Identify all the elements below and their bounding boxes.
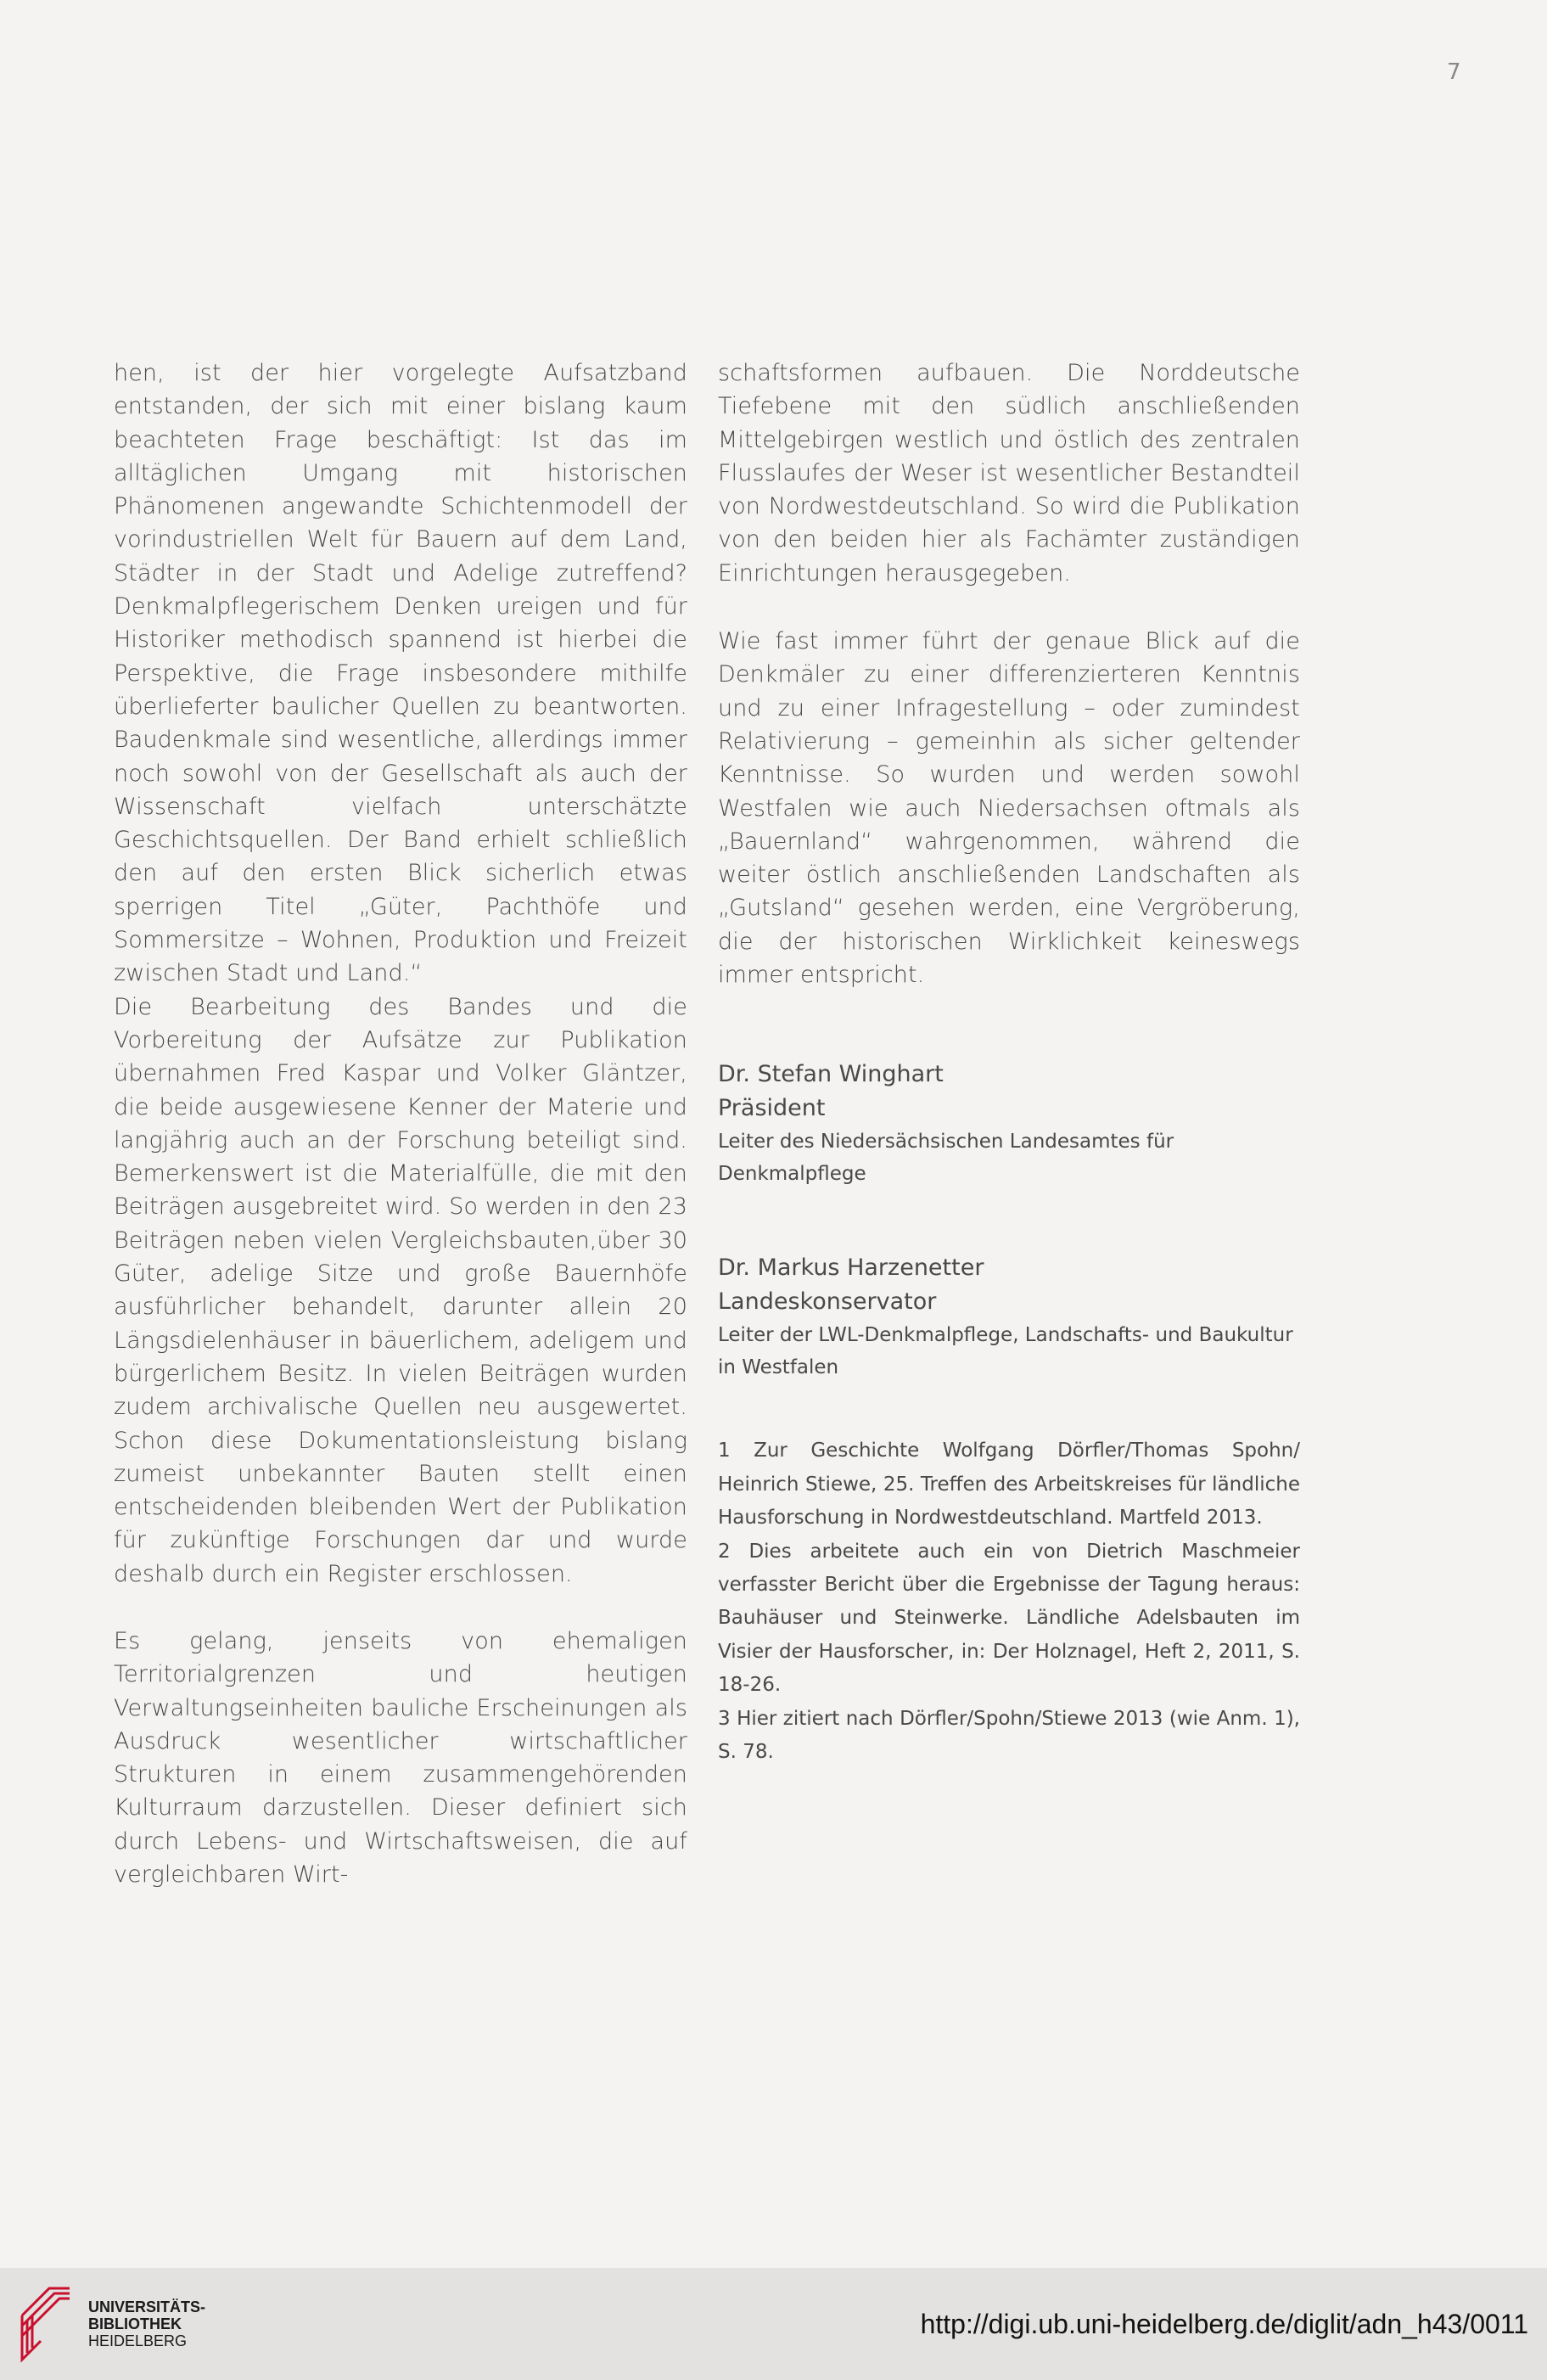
logo-line: HEIDELBERG <box>88 2332 188 2349</box>
left-column <box>114 356 687 1891</box>
signature-role: Leiter der LWL-Denkmalpflege, Landschafts- und Baukultur in Westfalen <box>718 1324 1293 1379</box>
paragraph: Die Bearbeitung des Bandes und die Vorbereitung der Aufsätze zur Publikation übernahmen Fred Kaspar und Volker Gläntzer, die beide ausgewiesene Kenner der Materie und langjährig auch an der Forschung beteiligt sind. Bemerkenswert ist die Materialfülle, die mit den Beiträgen ausgebreitet wird. So werden in den 23 Beiträgen neben vielen Vergleichsbauten,über 30 Güter, adelige Sitze und große Bauernhöfe ausführlicher behandelt, darunter allein 20 Längsdielenhäuser in bäuerlichem, adeligem und bürgerlichem Besitz. In vielen Beiträgen wurden zudem archivalische Quellen neu ausgewertet. Schon diese Dokumentationsleistung bislang zumeist unbekannter Bauten stellt einen entscheidenden bleibenden Wert der Publikation für zukünftige Forschungen dar und wurde deshalb durch ein Register erschlossen. <box>114 993 687 1587</box>
paragraph: schaftsformen aufbauen. Die Norddeutsche Tiefebene mit den südlich anschließenden Mittelgebirgen westlich und östlich des zentralen Flusslaufes der Weser ist wesentlicher Bestandteil von Nordwestdeutschland. So wird die Publikation von den beiden hier als Fachämter zuständigen Einrichtungen herausgegeben. <box>718 360 1300 587</box>
page-number: 7 <box>1447 59 1461 85</box>
signature-name: Dr. Markus Harzenetter <box>718 1255 984 1282</box>
signature-block <box>718 1058 1300 1190</box>
signature-title: Landeskonservator <box>718 1288 937 1316</box>
paragraph: hen, ist der hier vorgelegte Aufsatzband entstanden, der sich mit einer bislang kaum beachteten Frage beschäftigt: Ist das im alltäglichen Umgang mit historischen Phänomenen angewandte Schichtenmodell der vorindustriellen Welt für Bauern auf dem Land, Städter in der Stadt und Adelige zutreffend? Denkmalpflegerischem Denken ureigen und für Historiker methodisch spannend ist hierbei die Perspektive, die Frage insbesondere mithilfe überlieferter baulicher Quellen zu beantworten. Baudenkmale sind wesentliche, allerdings immer noch sowohl von der Gesellschaft als auch der Wissenschaft vielfach unterschätzte Geschichtsquellen. Der Band erhielt schließlich den auf den ersten Blick sicherlich etwas sperrigen Titel „Güter, Pachthöfe und Sommersitze – Wohnen, Produktion und Freizeit zwischen Stadt und Land.“ <box>114 360 687 987</box>
library-logo-icon <box>15 2282 76 2366</box>
footnote: 3 Hier zitiert nach Dörfler/Spohn/Stiewe 2013 (wie Anm. 1), S. 78. <box>718 1707 1300 1763</box>
right-column <box>718 356 1300 1769</box>
source-url[interactable]: http://digi.ub.uni-heidelberg.de/diglit/adn_h43/0011 <box>920 2309 1528 2339</box>
signature-name: Dr. Stefan Winghart <box>718 1061 944 1088</box>
logo-line: UNIVERSITÄTS- <box>88 2299 206 2315</box>
logo-line: BIBLIOTHEK <box>88 2315 182 2332</box>
signature-block <box>718 1251 1300 1384</box>
paragraph: Wie fast immer führt der genaue Blick auf die Denkmäler zu einer differenzierteren Kenntnis und zu einer Infragestellung – oder zumindest Relativierung – gemeinhin als sicher geltender Kenntnisse. So wurden und werden sowohl Westfalen wie auch Niedersachsen oftmals als „Bauernland“ wahrgenommen, während die weiter östlich anschließenden Landschaften als „Gutsland“ gesehen werden, eine Vergröberung, die der historischen Wirklichkeit keineswegs immer entspricht. <box>718 628 1300 989</box>
footnote: 1 Zur Geschichte Wolfgang Dörfler/Thomas Spohn/ Heinrich Stiewe, 25. Treffen des Arbeitskreises für ländliche Hausforschung in Nordwestdeutschland. Martfeld 2013. <box>718 1440 1300 1530</box>
paragraph: Es gelang, jenseits von ehemaligen Territorialgrenzen und heutigen Verwaltungseinheiten bauliche Erscheinungen als Ausdruck wesentlicher wirtschaftlicher Strukturen in einem zusammengehörenden Kulturraum darzustellen. Dieser definiert sich durch Lebens- und Wirtschaftsweisen, die auf vergleichbaren Wirt- <box>114 1627 687 1889</box>
footnote: 2 Dies arbeitete auch ein von Dietrich Maschmeier verfasster Bericht über die Ergebnisse der Tagung heraus: Bauhäuser und Steinwerke. Ländliche Adelsbauten im Visier der Hausforscher, in: Der Holznagel, Heft 2, 2011, S. 18-26. <box>718 1540 1300 1697</box>
signature-title: Präsident <box>718 1095 826 1122</box>
signature-role: Leiter des Niedersächsischen Landesamtes für Denkmalpflege <box>718 1131 1174 1186</box>
library-logo-text <box>88 2299 205 2349</box>
footnotes <box>718 1434 1300 1769</box>
